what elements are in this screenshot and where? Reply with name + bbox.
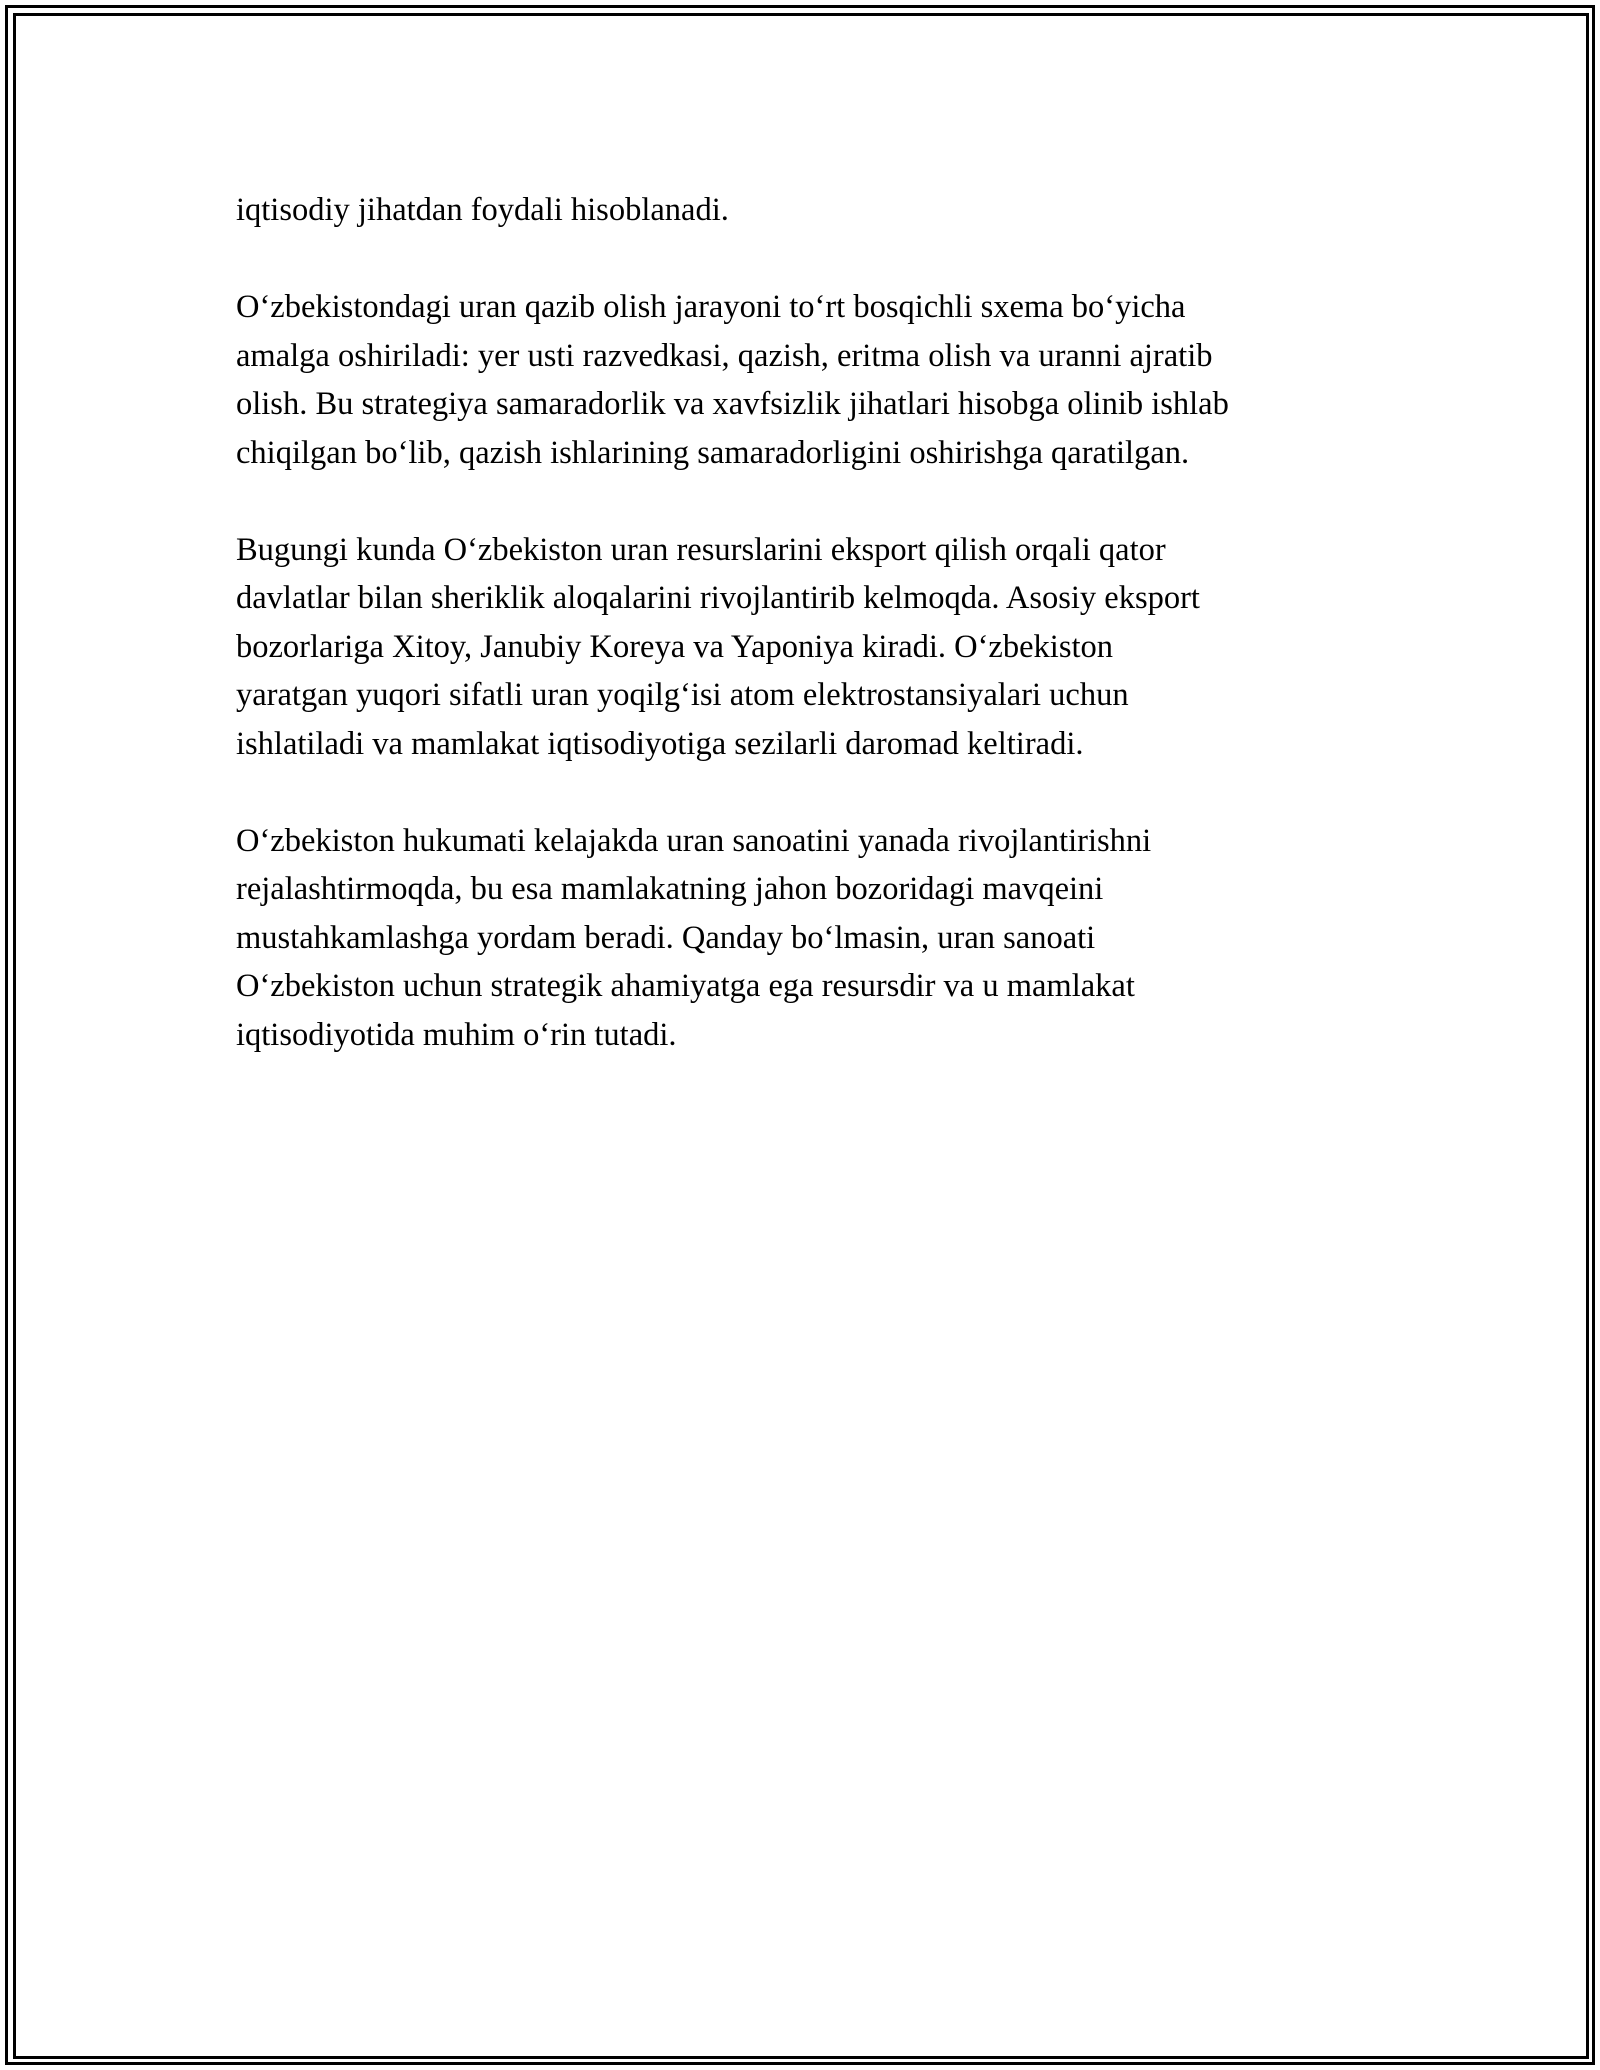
text-line: O‘zbekiston hukumati kelajakda uran sanoatini yanada rivojlantirishni (236, 822, 1152, 859)
text-line: Bugungi kunda O‘zbekiston uran resurslarini eksport qilish orqali qator (236, 531, 1166, 568)
text-line: O‘zbekiston uchun strategik ahamiyatga ega resursdir va u mamlakat (236, 968, 1135, 1004)
text-line: bozorlariga Xitoy, Janubiy Koreya va Yaponiya kiradi. O‘zbekiston (236, 628, 1113, 665)
text-line: chiqilgan bo‘lib, qazish ishlarining samaradorligini oshirishga qaratilgan. (236, 434, 1190, 471)
paragraph-4 (236, 817, 1376, 1060)
paragraph-3 (236, 526, 1376, 769)
document-body (236, 186, 1376, 1059)
text-line: amalga oshiriladi: yer usti razvedkasi, qazish, eritma olish va uranni ajratib (236, 337, 1213, 374)
text-line: davlatlar bilan sheriklik aloqalarini rivojlantirib kelmoqda. Asosiy eksport (236, 580, 1200, 616)
text-line: ishlatiladi va mamlakat iqtisodiyotiga sezilarli daromad keltiradi. (236, 725, 1084, 762)
paragraph-1 (236, 186, 1376, 235)
text-line: O‘zbekistondagi uran qazib olish jarayoni to‘rt bosqichli sxema bo‘yicha (236, 289, 1186, 325)
text-line: iqtisodiyotida muhim o‘rin tutadi. (236, 1016, 677, 1053)
text-line: yaratgan yuqori sifatli uran yoqilg‘isi atom elektrostansiyalari uchun (236, 677, 1129, 713)
text-line: mustahkamlashga yordam beradi. Qanday bo‘lmasin, uran sanoati (236, 919, 1096, 956)
text-line: olish. Bu strategiya samaradorlik va xavfsizlik jihatlari hisobga olinib ishlab (236, 386, 1229, 422)
text-line: rejalashtirmoqda, bu esa mamlakatning jahon bozoridagi mavqeini (236, 871, 1104, 907)
paragraph-2 (236, 283, 1376, 477)
text-line: iqtisodiy jihatdan foydali hisoblanadi. (236, 192, 729, 228)
